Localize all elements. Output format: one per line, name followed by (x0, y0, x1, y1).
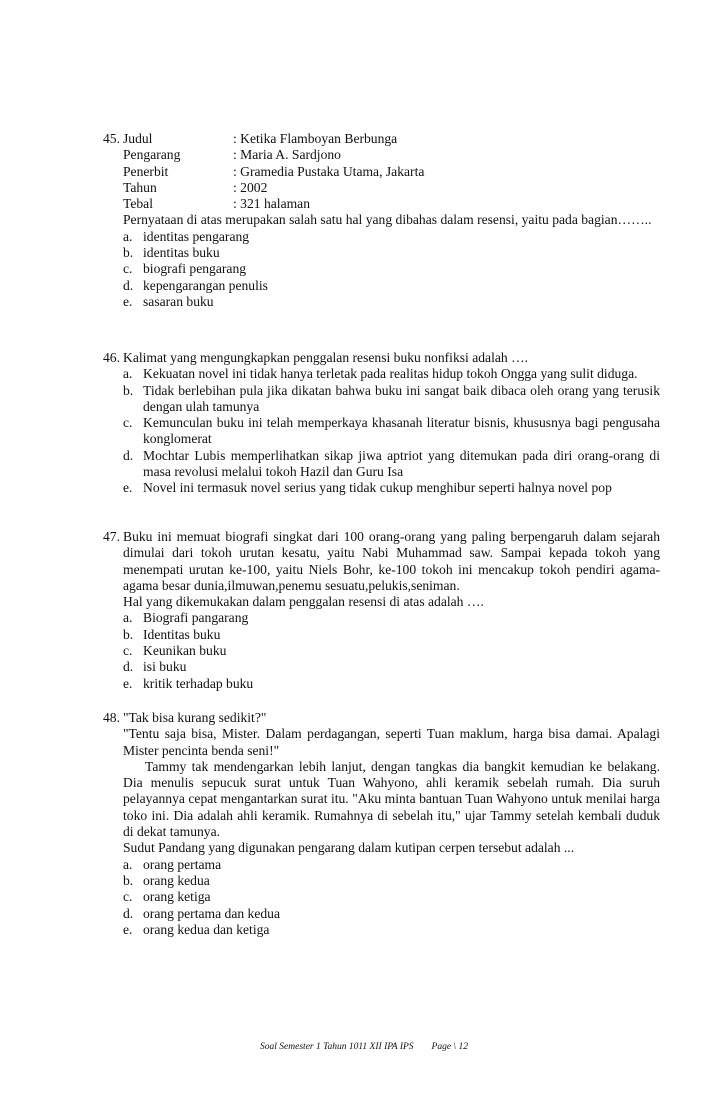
option-d (123, 659, 660, 675)
meta-key: Penerbit (123, 163, 169, 179)
option-b (123, 245, 660, 261)
option-text: orang kedua dan ketiga (143, 921, 270, 937)
option-e (123, 676, 660, 692)
option-list (123, 857, 660, 938)
option-d (123, 278, 660, 294)
option-text: orang pertama dan kedua (143, 905, 281, 921)
page-footer (0, 1041, 728, 1053)
option-text: sasaran buku (143, 293, 214, 309)
narrative-paragraph: Tammy tak mendengarkan lebih lanjut, dengan tangkas dia bangkit kemudian ke belakang. Dia menulis sepucuk surat untuk Tuan Wahyono, ahli keramik sebelah rumah. Dia suruh pelayannya cepat mengantarkan surat itu. "Aku minta bantuan Tuan Wahyono untuk menilai harga toko ini. Dia adalah ahli keramik. Rumahnya di sebelah itu," ujar Tammy setelah kembali duduk di dekat tamunya. (123, 758, 660, 840)
option-text: identitas pengarang (143, 228, 250, 244)
option-text: kritik terhadap buku (143, 675, 254, 691)
option-a (123, 857, 660, 873)
meta-row-tebal (123, 196, 660, 212)
option-letter: e. (123, 675, 133, 691)
option-text: Novel ini termasuk novel serius yang tidak cukup menghibur seperti halnya novel pop (143, 480, 612, 496)
option-letter: c. (123, 889, 133, 905)
meta-value: : Ketika Flamboyan Berbunga (233, 131, 398, 146)
option-list (123, 229, 660, 310)
question-48 (103, 710, 660, 938)
option-letter: a. (123, 366, 133, 382)
question-text: Hal yang dikemukakan dalam penggalan resensi di atas adalah …. (123, 594, 484, 610)
option-d (123, 906, 660, 922)
option-c (123, 889, 660, 905)
question-number: 46. (103, 350, 120, 365)
footer-title: Soal Semester 1 Tahun 1011 XII IPA IPS (260, 1042, 414, 1052)
option-text: Kemunculan buku ini telah memperkaya khasanah literatur bisnis, khususnya bagi pengusaha konglomerat (143, 415, 660, 447)
option-text: biografi pengarang (143, 261, 247, 277)
option-a (123, 610, 660, 626)
option-list (123, 366, 660, 496)
option-text: identitas buku (143, 245, 220, 261)
option-letter: d. (123, 277, 134, 293)
page-number: Page \ 12 (431, 1042, 468, 1052)
dialogue-line: "Tentu saja bisa, Mister. Dalam perdagangan, seperti Tuan maklum, harga bisa damai. Apalagi Mister pencinta benda seni!" (123, 726, 660, 758)
question-text: Pernyataan di atas merupakan salah satu hal yang dibahas dalam resensi, yaitu pada bagian…….. (123, 212, 652, 228)
option-letter: c. (123, 643, 133, 659)
option-text: Mochtar Lubis memperlihatkan sikap jiwa aptriot yang ditemukan pada diri orang-orang di masa revolusi melalui tokoh Hazil dan Guru Isa (143, 447, 660, 480)
option-list (123, 610, 660, 691)
option-text: Kekuatan novel ini tidak hanya terletak pada realitas hidup tokoh Ongga yang sulit diduga. (143, 366, 638, 382)
question-text: Kalimat yang mengungkapkan penggalan resensi buku nonfiksi adalah …. (123, 350, 529, 365)
meta-row-penerbit (123, 164, 660, 180)
option-a (123, 229, 660, 245)
option-c (123, 415, 660, 448)
option-letter: c. (123, 415, 133, 431)
option-text: orang kedua (143, 872, 210, 888)
meta-value: : 321 halaman (233, 196, 311, 212)
meta-value: : Maria A. Sardjono (233, 147, 341, 163)
option-letter: d. (123, 659, 134, 675)
meta-key: Tebal (123, 196, 153, 212)
meta-key: Judul (123, 131, 153, 146)
option-b (123, 383, 660, 416)
question-number: 48. (103, 710, 120, 725)
option-e (123, 480, 660, 496)
option-text: orang ketiga (143, 889, 211, 905)
option-text: isi buku (143, 659, 187, 675)
option-text: Tidak berlebihan pula jika dikatan bahwa buku ini sangat baik dibaca oleh orang yang terusik dengan ulah tamunya (143, 382, 660, 414)
option-letter: e. (123, 293, 133, 309)
meta-key: Tahun (123, 179, 157, 195)
option-letter: e. (123, 480, 133, 496)
meta-value: : 2002 (233, 179, 268, 195)
option-b (123, 627, 660, 643)
question-45 (103, 131, 660, 310)
option-b (123, 873, 660, 889)
option-letter: d. (123, 447, 134, 463)
option-c (123, 261, 660, 277)
option-letter: b. (123, 245, 134, 261)
option-letter: b. (123, 626, 134, 642)
meta-row-judul (123, 131, 660, 147)
option-letter: e. (123, 921, 133, 937)
option-text: Identitas buku (143, 626, 221, 642)
option-c (123, 643, 660, 659)
option-d (123, 448, 660, 481)
option-text: Biografi pangarang (143, 610, 249, 626)
meta-row-pengarang (123, 147, 660, 163)
meta-key: Pengarang (123, 147, 181, 163)
question-46 (103, 350, 660, 497)
option-e (123, 922, 660, 938)
option-letter: c. (123, 261, 133, 277)
option-text: orang pertama (143, 856, 222, 872)
question-number: 45. (103, 131, 120, 146)
option-letter: a. (123, 228, 133, 244)
dialogue-line: "Tak bisa kurang sedikit?" (123, 710, 267, 725)
question-number: 47. (103, 529, 120, 544)
option-letter: d. (123, 905, 134, 921)
option-letter: b. (123, 872, 134, 888)
question-text: Sudut Pandang yang digunakan pengarang dalam kutipan cerpen tersebut adalah ... (123, 840, 575, 856)
meta-value: : Gramedia Pustaka Utama, Jakarta (233, 163, 425, 179)
option-letter: a. (123, 856, 133, 872)
question-47 (103, 529, 660, 692)
option-text: Keunikan buku (143, 643, 227, 659)
option-a (123, 366, 660, 382)
meta-row-tahun (123, 180, 660, 196)
option-letter: a. (123, 610, 133, 626)
passage-text: Buku ini memuat biografi singkat dari 100 orang-orang yang paling berpengaruh dalam sejarah dimulai dari tokoh urutan kesatu, yaitu Nabi Muhammad saw. Sampai kepada tokoh yang menempati urutan ke-100, yaitu Niels Bohr, ke-100 tokoh ini mencakup tokoh pendiri agama-agama besar dunia,ilmuwan,penemu sesuatu,pelukis,seniman. (123, 529, 660, 593)
option-text: kepengarangan penulis (143, 277, 268, 293)
option-e (123, 294, 660, 310)
option-letter: b. (123, 382, 134, 398)
